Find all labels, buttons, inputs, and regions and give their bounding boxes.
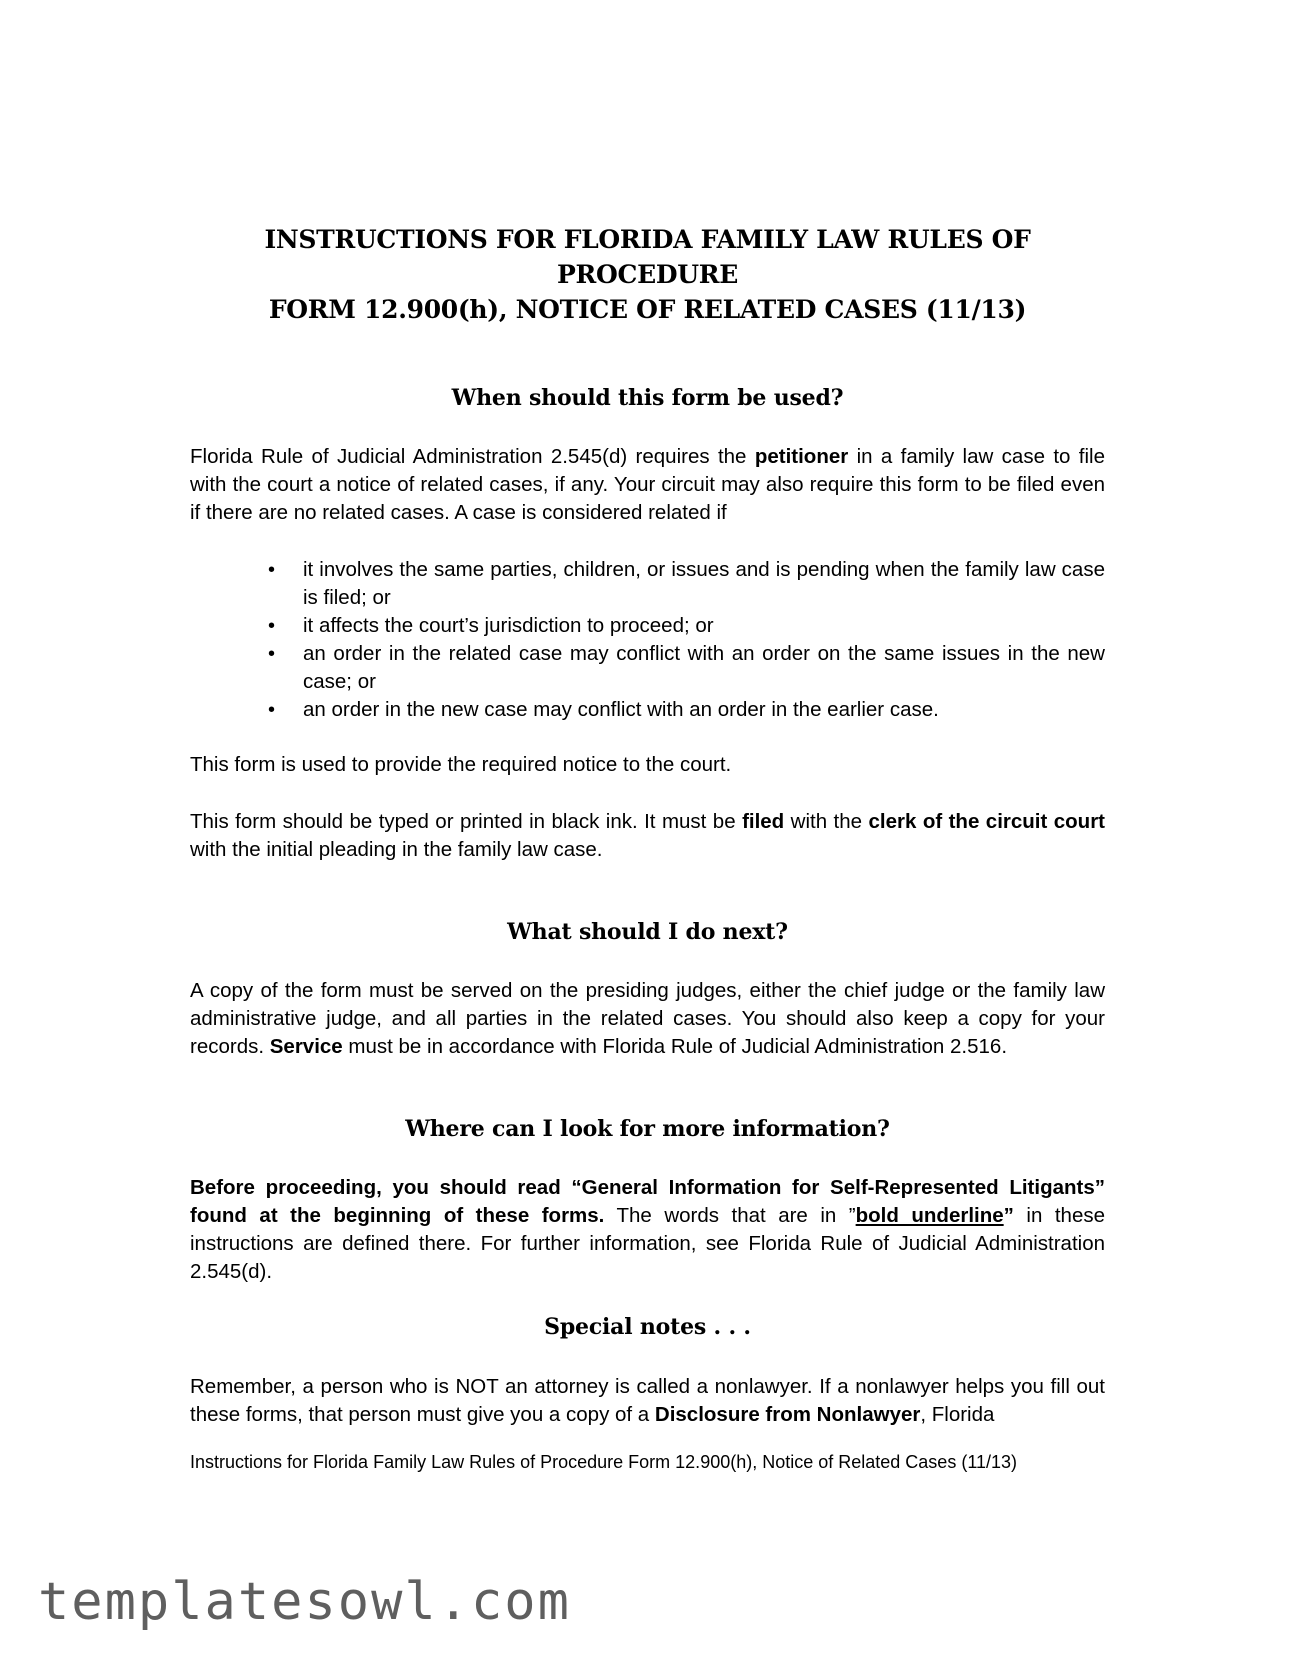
list-item bbox=[268, 640, 1105, 696]
paragraph-form-purpose: This form is used to provide the required notice to the court. bbox=[190, 753, 732, 776]
page-footer: Instructions for Florida Family Law Rules of Procedure Form 12.900(h), Notice of Related Cases (11/13) bbox=[190, 1452, 1018, 1472]
info-text-2: in these instructions are defined there. For further information, see Florida Rule of Judicial Administration 2.545(d). bbox=[190, 1204, 1106, 1283]
watermark: templatesowl.com bbox=[38, 1572, 571, 1632]
paragraph-service bbox=[190, 977, 1105, 1061]
term-service: Service bbox=[269, 1035, 343, 1058]
title-line-1: INSTRUCTIONS FOR FLORIDA FAMILY LAW RULES OF PROCEDURE bbox=[264, 225, 1031, 289]
criterion-text: an order in the related case may conflict with an order on the same issues in the new case; or bbox=[303, 642, 1105, 693]
bullet-icon: • bbox=[268, 615, 276, 637]
filing-text-3: with the initial pleading in the family law case. bbox=[190, 838, 603, 861]
bullet-icon: • bbox=[268, 699, 276, 721]
notes-text-1: Remember, a person who is NOT an attorney is called a nonlawyer. If a nonlawyer helps you fill out these forms, that person must give you a copy of a bbox=[190, 1375, 1105, 1426]
title-line-2: FORM 12.900(h), NOTICE OF RELATED CASES (11/13) bbox=[268, 295, 1027, 324]
service-text-1: A copy of the form must be served on the presiding judges, either the chief judge or the family law administrative judge, and all parties in the related cases. You should also keep a copy for your records. bbox=[190, 979, 1105, 1058]
paragraph-special-notes bbox=[190, 1373, 1105, 1429]
notes-text-2: , Florida bbox=[920, 1403, 995, 1426]
related-case-criteria-list bbox=[190, 556, 1105, 724]
term-bold-underline: bold underline bbox=[855, 1204, 1004, 1227]
filing-text-1: This form should be typed or printed in black ink. It must be bbox=[190, 810, 743, 833]
term-petitioner: petitioner bbox=[754, 445, 849, 468]
heading-what-next: What should I do next? bbox=[507, 919, 788, 945]
intro-text-1: Florida Rule of Judicial Administration 2.545(d) requires the bbox=[190, 445, 755, 468]
paragraph-intro bbox=[190, 443, 1105, 527]
intro-text-2: in a family law case to file with the court a notice of related cases, if any. Your circuit may also require this form to be filed even if there are no related cases. A case is considered related if bbox=[190, 445, 1105, 524]
criterion-text: it affects the court’s jurisdiction to proceed; or bbox=[303, 614, 714, 637]
term-disclosure: Disclosure from Nonlawyer bbox=[654, 1403, 921, 1426]
criterion-text: it involves the same parties, children, or issues and is pending when the family law case is filed; or bbox=[303, 558, 1105, 609]
bullet-icon: • bbox=[268, 559, 276, 581]
general-info-note: Before proceeding, you should read “General Information for Self-Represented Litigants” found at the beginning of these forms. bbox=[190, 1176, 1105, 1227]
term-filed: filed bbox=[742, 810, 785, 833]
criterion-text: an order in the new case may conflict with an order in the earlier case. bbox=[303, 698, 939, 721]
list-item bbox=[268, 556, 1105, 612]
heading-more-info: Where can I look for more information? bbox=[405, 1116, 890, 1142]
term-clerk: clerk of the circuit court bbox=[868, 810, 1106, 833]
paragraph-filing bbox=[190, 808, 1105, 864]
closing-quote: ” bbox=[1003, 1204, 1014, 1227]
list-item bbox=[268, 612, 1105, 640]
filing-text-2: with the bbox=[784, 810, 869, 833]
bullet-icon: • bbox=[268, 643, 276, 665]
service-text-2: must be in accordance with Florida Rule of Judicial Administration 2.516. bbox=[342, 1035, 1008, 1058]
document-content bbox=[190, 222, 1105, 1429]
heading-when-to-use: When should this form be used? bbox=[451, 385, 844, 411]
list-item bbox=[268, 696, 1105, 724]
paragraph-more-info bbox=[190, 1174, 1105, 1286]
heading-special-notes: Special notes . . . bbox=[544, 1314, 751, 1340]
document-title bbox=[190, 222, 1105, 327]
info-text-1: The words that are in ” bbox=[604, 1204, 856, 1227]
